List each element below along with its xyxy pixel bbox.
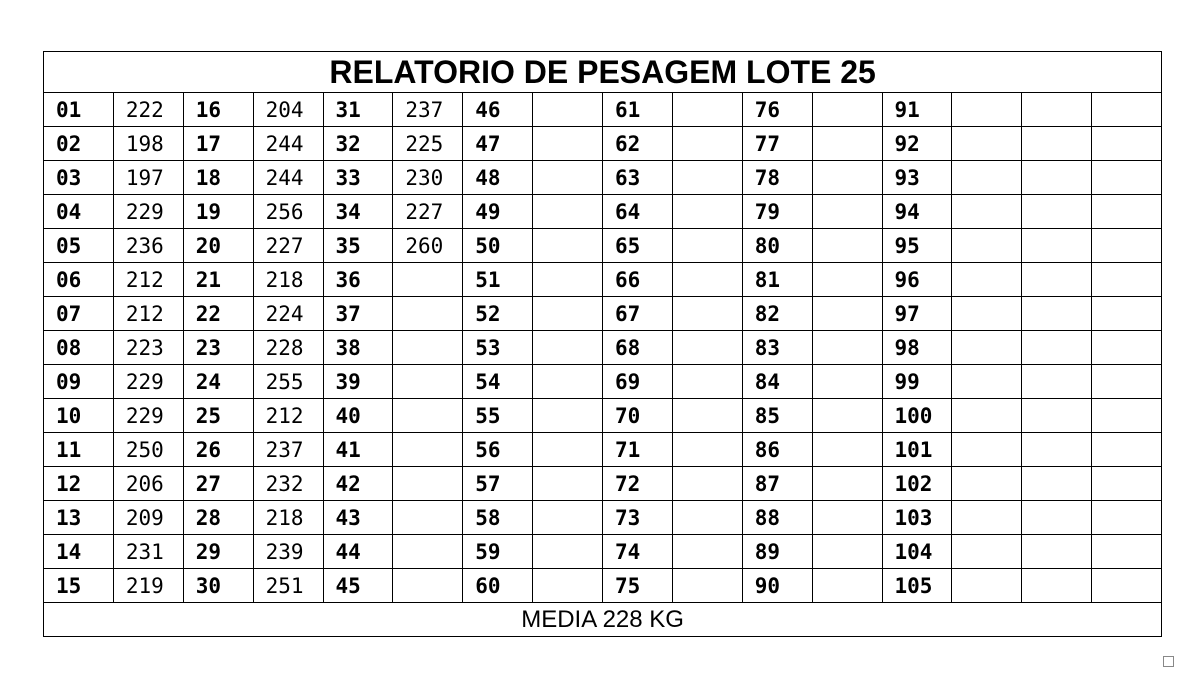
weight-cell: 251 — [253, 569, 323, 603]
animal-number-cell — [1022, 93, 1092, 127]
animal-number-cell: 33 — [323, 161, 393, 195]
animal-number-cell: 70 — [603, 399, 673, 433]
weight-cell — [533, 331, 603, 365]
animal-number-cell: 29 — [183, 535, 253, 569]
animal-number-cell: 62 — [603, 127, 673, 161]
animal-number-cell: 25 — [183, 399, 253, 433]
weight-cell — [952, 467, 1022, 501]
animal-number-cell: 74 — [603, 535, 673, 569]
weight-cell — [393, 433, 463, 467]
weight-cell — [812, 569, 882, 603]
weight-cell — [812, 399, 882, 433]
animal-number-cell: 07 — [44, 297, 114, 331]
weight-cell — [672, 297, 742, 331]
animal-number-cell: 11 — [44, 433, 114, 467]
weight-cell — [672, 127, 742, 161]
animal-number-cell: 96 — [882, 263, 952, 297]
animal-number-cell: 75 — [603, 569, 673, 603]
weight-cell — [952, 195, 1022, 229]
animal-number-cell — [1022, 501, 1092, 535]
weight-cell — [533, 365, 603, 399]
table-row — [44, 331, 1162, 365]
animal-number-cell: 63 — [603, 161, 673, 195]
animal-number-cell: 79 — [742, 195, 812, 229]
animal-number-cell: 99 — [882, 365, 952, 399]
weight-cell — [533, 467, 603, 501]
weight-cell — [812, 467, 882, 501]
weight-cell: 230 — [393, 161, 463, 195]
animal-number-cell: 93 — [882, 161, 952, 195]
weight-cell — [1092, 535, 1162, 569]
animal-number-cell — [1022, 433, 1092, 467]
animal-number-cell: 19 — [183, 195, 253, 229]
weight-cell — [1092, 365, 1162, 399]
weight-cell: 227 — [253, 229, 323, 263]
animal-number-cell: 51 — [463, 263, 533, 297]
animal-number-cell: 67 — [603, 297, 673, 331]
weight-cell — [952, 93, 1022, 127]
animal-number-cell: 08 — [44, 331, 114, 365]
weight-cell — [533, 501, 603, 535]
animal-number-cell: 88 — [742, 501, 812, 535]
weight-cell — [812, 331, 882, 365]
weight-cell — [672, 365, 742, 399]
animal-number-cell: 104 — [882, 535, 952, 569]
weight-cell — [1092, 195, 1162, 229]
animal-number-cell: 54 — [463, 365, 533, 399]
animal-number-cell: 59 — [463, 535, 533, 569]
weight-cell — [393, 399, 463, 433]
resize-handle[interactable] — [1163, 656, 1174, 667]
animal-number-cell: 66 — [603, 263, 673, 297]
animal-number-cell: 38 — [323, 331, 393, 365]
weight-cell — [1092, 331, 1162, 365]
animal-number-cell: 30 — [183, 569, 253, 603]
animal-number-cell: 22 — [183, 297, 253, 331]
animal-number-cell: 82 — [742, 297, 812, 331]
weight-cell — [952, 569, 1022, 603]
animal-number-cell: 36 — [323, 263, 393, 297]
weight-cell — [1092, 127, 1162, 161]
weight-cell — [952, 399, 1022, 433]
animal-number-cell: 24 — [183, 365, 253, 399]
animal-number-cell: 40 — [323, 399, 393, 433]
animal-number-cell — [1022, 365, 1092, 399]
animal-number-cell: 65 — [603, 229, 673, 263]
animal-number-cell: 102 — [882, 467, 952, 501]
animal-number-cell: 45 — [323, 569, 393, 603]
weight-cell: 256 — [253, 195, 323, 229]
animal-number-cell: 16 — [183, 93, 253, 127]
table-row — [44, 399, 1162, 433]
weight-cell — [672, 501, 742, 535]
animal-number-cell: 64 — [603, 195, 673, 229]
animal-number-cell: 02 — [44, 127, 114, 161]
weight-cell: 237 — [253, 433, 323, 467]
weight-cell: 209 — [113, 501, 183, 535]
weight-cell — [952, 501, 1022, 535]
animal-number-cell: 39 — [323, 365, 393, 399]
animal-number-cell: 15 — [44, 569, 114, 603]
animal-number-cell: 14 — [44, 535, 114, 569]
weight-cell: 218 — [253, 501, 323, 535]
animal-number-cell: 83 — [742, 331, 812, 365]
animal-number-cell: 26 — [183, 433, 253, 467]
animal-number-cell: 09 — [44, 365, 114, 399]
weighing-report-table — [43, 51, 1162, 637]
footer-row — [44, 603, 1162, 637]
animal-number-cell: 17 — [183, 127, 253, 161]
animal-number-cell: 98 — [882, 331, 952, 365]
weight-cell: 198 — [113, 127, 183, 161]
animal-number-cell: 94 — [882, 195, 952, 229]
weight-cell: 255 — [253, 365, 323, 399]
weight-cell — [812, 365, 882, 399]
weight-cell: 229 — [113, 399, 183, 433]
weight-cell — [393, 331, 463, 365]
weight-cell — [952, 161, 1022, 195]
weight-cell — [812, 433, 882, 467]
animal-number-cell: 12 — [44, 467, 114, 501]
animal-number-cell: 55 — [463, 399, 533, 433]
weight-cell — [672, 195, 742, 229]
table-row — [44, 467, 1162, 501]
weight-cell — [1092, 399, 1162, 433]
weight-cell — [812, 195, 882, 229]
table-row — [44, 501, 1162, 535]
weight-cell — [672, 569, 742, 603]
weight-cell — [672, 263, 742, 297]
weight-cell — [533, 297, 603, 331]
title-row — [44, 52, 1162, 93]
weight-cell: 212 — [113, 297, 183, 331]
animal-number-cell: 86 — [742, 433, 812, 467]
animal-number-cell: 73 — [603, 501, 673, 535]
weight-cell — [672, 399, 742, 433]
weight-cell — [1092, 433, 1162, 467]
weight-cell — [533, 93, 603, 127]
table-row — [44, 229, 1162, 263]
weight-cell — [393, 365, 463, 399]
animal-number-cell: 06 — [44, 263, 114, 297]
animal-number-cell: 92 — [882, 127, 952, 161]
weight-cell: 227 — [393, 195, 463, 229]
animal-number-cell: 57 — [463, 467, 533, 501]
weight-cell: 206 — [113, 467, 183, 501]
weight-cell — [952, 297, 1022, 331]
weight-cell — [672, 433, 742, 467]
animal-number-cell: 18 — [183, 161, 253, 195]
animal-number-cell: 85 — [742, 399, 812, 433]
weight-cell: 197 — [113, 161, 183, 195]
animal-number-cell — [1022, 195, 1092, 229]
animal-number-cell: 50 — [463, 229, 533, 263]
table-row — [44, 365, 1162, 399]
animal-number-cell: 03 — [44, 161, 114, 195]
weight-cell — [533, 195, 603, 229]
weight-cell — [672, 161, 742, 195]
report-title: RELATORIO DE PESAGEM LOTE 25 — [44, 52, 1162, 93]
weight-cell — [812, 93, 882, 127]
weight-cell — [952, 263, 1022, 297]
weight-cell — [533, 263, 603, 297]
weight-cell — [812, 127, 882, 161]
animal-number-cell — [1022, 569, 1092, 603]
animal-number-cell: 27 — [183, 467, 253, 501]
animal-number-cell: 47 — [463, 127, 533, 161]
animal-number-cell: 68 — [603, 331, 673, 365]
animal-number-cell: 78 — [742, 161, 812, 195]
weight-cell — [393, 535, 463, 569]
weight-cell — [393, 569, 463, 603]
animal-number-cell: 53 — [463, 331, 533, 365]
weight-cell: 212 — [253, 399, 323, 433]
weight-cell — [952, 331, 1022, 365]
weight-cell — [672, 467, 742, 501]
animal-number-cell: 100 — [882, 399, 952, 433]
animal-number-cell — [1022, 297, 1092, 331]
weight-cell — [1092, 263, 1162, 297]
weight-cell — [812, 263, 882, 297]
animal-number-cell: 71 — [603, 433, 673, 467]
animal-number-cell: 34 — [323, 195, 393, 229]
animal-number-cell: 05 — [44, 229, 114, 263]
animal-number-cell: 91 — [882, 93, 952, 127]
weight-cell — [533, 161, 603, 195]
weight-cell: 212 — [113, 263, 183, 297]
weight-cell: 236 — [113, 229, 183, 263]
weight-cell — [1092, 569, 1162, 603]
animal-number-cell: 95 — [882, 229, 952, 263]
weight-cell — [1092, 93, 1162, 127]
table-row — [44, 195, 1162, 229]
weight-cell — [952, 127, 1022, 161]
weight-cell — [533, 569, 603, 603]
weight-cell: 218 — [253, 263, 323, 297]
weight-cell: 204 — [253, 93, 323, 127]
animal-number-cell: 81 — [742, 263, 812, 297]
animal-number-cell: 42 — [323, 467, 393, 501]
animal-number-cell — [1022, 399, 1092, 433]
weight-cell: 250 — [113, 433, 183, 467]
animal-number-cell: 56 — [463, 433, 533, 467]
weight-cell — [672, 535, 742, 569]
animal-number-cell: 97 — [882, 297, 952, 331]
animal-number-cell: 43 — [323, 501, 393, 535]
animal-number-cell: 13 — [44, 501, 114, 535]
animal-number-cell: 89 — [742, 535, 812, 569]
table-row — [44, 433, 1162, 467]
weight-cell: 229 — [113, 365, 183, 399]
weight-cell — [393, 501, 463, 535]
weight-cell: 219 — [113, 569, 183, 603]
animal-number-cell: 72 — [603, 467, 673, 501]
weight-cell: 244 — [253, 161, 323, 195]
animal-number-cell: 87 — [742, 467, 812, 501]
animal-number-cell: 60 — [463, 569, 533, 603]
animal-number-cell: 46 — [463, 93, 533, 127]
weight-cell — [533, 535, 603, 569]
weight-cell: 244 — [253, 127, 323, 161]
average-weight: MEDIA 228 KG — [44, 603, 1162, 637]
animal-number-cell: 49 — [463, 195, 533, 229]
animal-number-cell — [1022, 127, 1092, 161]
weight-cell — [1092, 161, 1162, 195]
animal-number-cell: 61 — [603, 93, 673, 127]
weight-cell — [812, 535, 882, 569]
animal-number-cell — [1022, 535, 1092, 569]
animal-number-cell: 90 — [742, 569, 812, 603]
animal-number-cell: 52 — [463, 297, 533, 331]
weight-cell: 225 — [393, 127, 463, 161]
table-row — [44, 263, 1162, 297]
weight-cell — [393, 297, 463, 331]
weight-cell — [533, 433, 603, 467]
animal-number-cell: 41 — [323, 433, 393, 467]
weight-cell: 239 — [253, 535, 323, 569]
animal-number-cell: 31 — [323, 93, 393, 127]
weight-cell — [952, 433, 1022, 467]
animal-number-cell: 77 — [742, 127, 812, 161]
animal-number-cell: 21 — [183, 263, 253, 297]
weight-cell — [812, 161, 882, 195]
animal-number-cell: 20 — [183, 229, 253, 263]
weight-cell: 231 — [113, 535, 183, 569]
animal-number-cell — [1022, 467, 1092, 501]
weight-cell: 237 — [393, 93, 463, 127]
animal-number-cell: 103 — [882, 501, 952, 535]
weight-cell: 232 — [253, 467, 323, 501]
animal-number-cell — [1022, 161, 1092, 195]
animal-number-cell: 58 — [463, 501, 533, 535]
table-row — [44, 569, 1162, 603]
weight-cell: 222 — [113, 93, 183, 127]
weight-cell — [1092, 467, 1162, 501]
weight-cell — [672, 331, 742, 365]
weight-cell: 260 — [393, 229, 463, 263]
animal-number-cell: 32 — [323, 127, 393, 161]
weight-cell: 224 — [253, 297, 323, 331]
animal-number-cell: 80 — [742, 229, 812, 263]
animal-number-cell: 84 — [742, 365, 812, 399]
weight-cell — [812, 297, 882, 331]
animal-number-cell: 10 — [44, 399, 114, 433]
weight-cell — [1092, 501, 1162, 535]
animal-number-cell: 101 — [882, 433, 952, 467]
table-row — [44, 535, 1162, 569]
animal-number-cell — [1022, 229, 1092, 263]
animal-number-cell: 35 — [323, 229, 393, 263]
animal-number-cell: 04 — [44, 195, 114, 229]
table-row — [44, 297, 1162, 331]
animal-number-cell — [1022, 331, 1092, 365]
weight-cell — [952, 535, 1022, 569]
weight-cell — [533, 127, 603, 161]
table-row — [44, 161, 1162, 195]
animal-number-cell: 105 — [882, 569, 952, 603]
weight-cell: 223 — [113, 331, 183, 365]
weight-cell — [1092, 229, 1162, 263]
weight-cell: 228 — [253, 331, 323, 365]
weight-cell — [672, 229, 742, 263]
animal-number-cell: 01 — [44, 93, 114, 127]
weight-cell — [952, 229, 1022, 263]
weight-cell — [812, 229, 882, 263]
animal-number-cell: 44 — [323, 535, 393, 569]
animal-number-cell: 37 — [323, 297, 393, 331]
weight-cell — [393, 263, 463, 297]
animal-number-cell: 76 — [742, 93, 812, 127]
weight-cell — [812, 501, 882, 535]
weight-cell — [393, 467, 463, 501]
weight-cell — [533, 399, 603, 433]
animal-number-cell: 23 — [183, 331, 253, 365]
weight-cell — [1092, 297, 1162, 331]
weight-cell — [952, 365, 1022, 399]
animal-number-cell — [1022, 263, 1092, 297]
animal-number-cell: 48 — [463, 161, 533, 195]
weight-cell: 229 — [113, 195, 183, 229]
animal-number-cell: 28 — [183, 501, 253, 535]
weight-cell — [533, 229, 603, 263]
weight-cell — [672, 93, 742, 127]
animal-number-cell: 69 — [603, 365, 673, 399]
table-row — [44, 127, 1162, 161]
table-row — [44, 93, 1162, 127]
